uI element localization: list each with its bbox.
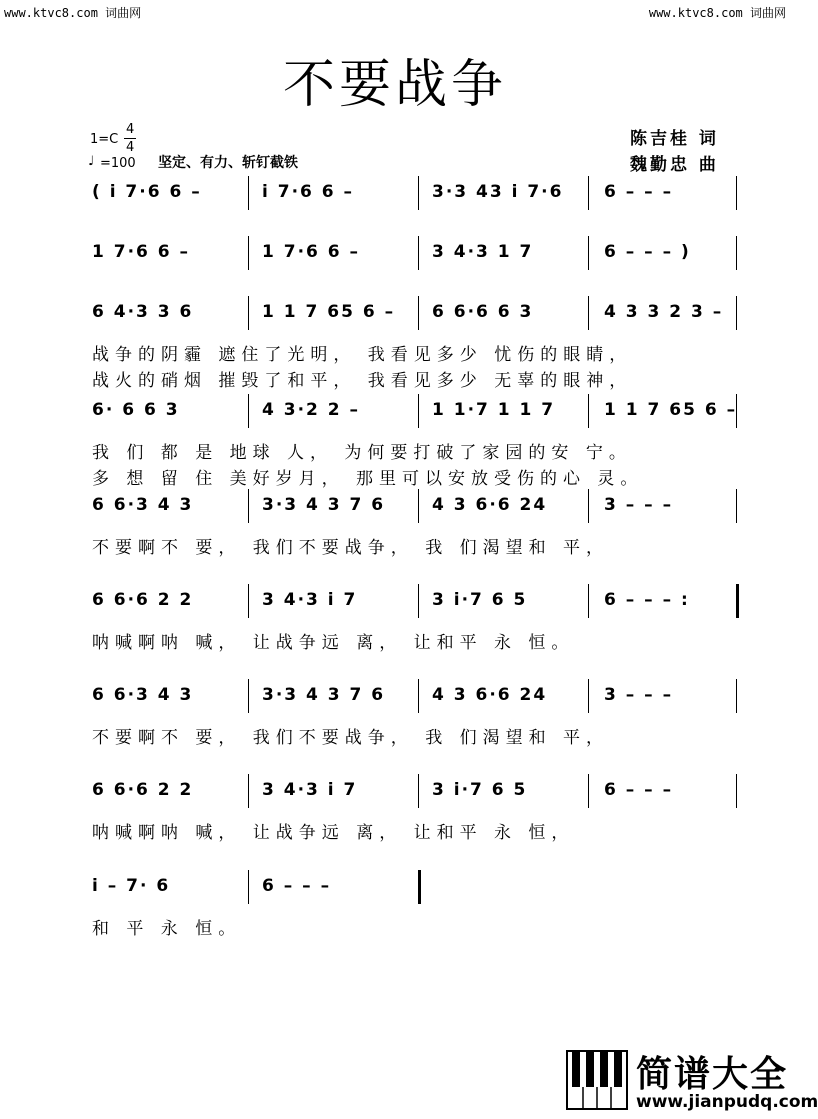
logo-url: www.jianpudq.com	[636, 1092, 818, 1112]
measure-notes: 6 6·3 4 3	[92, 495, 194, 515]
measure-notes: 3 i·7 6 5	[432, 590, 528, 610]
measure-notes: 1 1·7 1 1 7	[432, 400, 556, 420]
measure-notes: 3 4·3 1 7	[432, 242, 534, 262]
lyric-line: 战争的阴霾 遮住了光明， 我看见多少 忧伤的眼睛，	[92, 345, 633, 365]
measure-notes: 6 – – –	[604, 780, 674, 800]
logo-text: 简谱大全	[636, 1054, 789, 1095]
bar-line	[588, 489, 589, 523]
bar-line	[418, 394, 419, 428]
measure-notes: i 7·6 6 –	[262, 182, 355, 202]
piano-keys-icon	[566, 1050, 628, 1110]
bar-line	[588, 394, 589, 428]
bar-line	[248, 236, 249, 270]
site-logo	[566, 1046, 818, 1119]
bar-line	[588, 774, 589, 808]
bar-line	[736, 236, 737, 270]
lyric-line: 战火的硝烟 摧毁了和平， 我看见多少 无辜的眼神，	[92, 371, 633, 391]
expression-marking: 坚定、有力、斩钉截铁	[158, 155, 298, 171]
time-signature-divider	[124, 138, 136, 139]
measure-notes: 1 7·6 6 –	[262, 242, 361, 262]
measure-notes: 1 7·6 6 –	[92, 242, 191, 262]
bar-line	[588, 679, 589, 713]
bar-line	[736, 296, 737, 330]
score-line	[0, 485, 790, 581]
lyric-line: 不要啊不 要， 我们不要战争， 我 们渴望和 平，	[92, 538, 610, 558]
measure-notes: 6 6·6 2 2	[92, 590, 194, 610]
measure-notes: 6 – – – :	[604, 590, 690, 610]
bar-line	[736, 774, 737, 808]
measure-notes: 3 – – –	[604, 495, 674, 515]
lyricist-credit: 陈吉桂 词	[630, 129, 719, 149]
measure-notes: 3 i·7 6 5	[432, 780, 528, 800]
measure-notes: 4 3 3 2 3 –	[604, 302, 724, 322]
measure-notes: 3·3 43 i 7·6	[432, 182, 564, 202]
lyric-line: 我 们 都 是 地球 人， 为何要打破了家园的安 宁。	[92, 443, 632, 463]
bar-line	[418, 870, 421, 904]
measure-notes: 6 4·3 3 6	[92, 302, 194, 322]
lyric-line: 呐喊啊呐 喊， 让战争远 离， 让和平 永 恒。	[92, 633, 575, 653]
bar-line	[418, 296, 419, 330]
site-watermark-right: www.ktvc8.com 词曲网	[648, 6, 786, 20]
measure-notes: 3 4·3 i 7	[262, 780, 358, 800]
measure-notes: ( i 7·6 6 –	[92, 182, 202, 202]
score-line	[0, 675, 790, 771]
score-line	[0, 770, 790, 866]
measure-notes: 6 – – – )	[604, 242, 691, 262]
measure-notes: 1 1 7 65 6 –	[262, 302, 396, 322]
bar-line	[248, 176, 249, 210]
time-signature-top: 4	[126, 122, 135, 137]
bar-line	[418, 176, 419, 210]
lyric-line: 和 平 永 恒。	[92, 919, 242, 939]
measure-notes: 3·3 4 3 7 6	[262, 495, 386, 515]
bar-line	[248, 489, 249, 523]
quarter-note-icon: ♩	[88, 154, 95, 169]
measure-notes: 6 6·6 6 3	[432, 302, 534, 322]
score-line	[0, 292, 790, 391]
measure-notes: 4 3 6·6 24	[432, 685, 548, 705]
bar-line	[248, 774, 249, 808]
bar-line	[248, 394, 249, 428]
measure-notes: 6 6·6 2 2	[92, 780, 194, 800]
bar-line	[248, 870, 249, 904]
bar-line	[588, 296, 589, 330]
lyric-line: 呐喊啊呐 喊， 让战争远 离， 让和平 永 恒，	[92, 823, 575, 843]
measure-notes: 3 – – –	[604, 685, 674, 705]
measure-notes: 6 – – –	[262, 876, 332, 896]
bar-line	[248, 679, 249, 713]
composer-credit: 魏勤忠 曲	[630, 155, 719, 175]
measure-notes: 6 – – –	[604, 182, 674, 202]
measure-notes: 3 4·3 i 7	[262, 590, 358, 610]
measure-notes: 1 1 7 65 6 –	[604, 400, 738, 420]
bar-line	[736, 489, 737, 523]
measure-notes: i – 7· 6	[92, 876, 171, 896]
bar-line	[588, 236, 589, 270]
measure-notes: 6· 6 6 3	[92, 400, 180, 420]
bar-line	[736, 584, 739, 618]
site-watermark-left: www.ktvc8.com 词曲网	[4, 6, 142, 20]
bar-line	[736, 679, 737, 713]
tempo: =100	[100, 156, 136, 171]
measure-notes: 4 3·2 2 –	[262, 400, 361, 420]
score-line	[0, 580, 790, 676]
bar-line	[418, 489, 419, 523]
bar-line	[418, 679, 419, 713]
lyric-line: 不要啊不 要， 我们不要战争， 我 们渴望和 平，	[92, 728, 610, 748]
song-title: 不要战争	[282, 55, 507, 115]
measure-notes: 4 3 6·6 24	[432, 495, 548, 515]
bar-line	[248, 584, 249, 618]
measure-notes: 3·3 4 3 7 6	[262, 685, 386, 705]
bar-line	[736, 176, 737, 210]
bar-line	[418, 236, 419, 270]
bar-line	[588, 176, 589, 210]
time-signature-bottom: 4	[126, 140, 135, 155]
key-signature: 1=C	[90, 132, 119, 147]
measure-notes: 6 6·3 4 3	[92, 685, 194, 705]
bar-line	[588, 584, 589, 618]
bar-line	[418, 584, 419, 618]
lyric-line: 多 想 留 住 美好岁月， 那里可以安放受伤的心 灵。	[92, 469, 644, 489]
score-line	[0, 866, 790, 962]
bar-line	[418, 774, 419, 808]
score-line	[0, 390, 790, 489]
bar-line	[248, 296, 249, 330]
